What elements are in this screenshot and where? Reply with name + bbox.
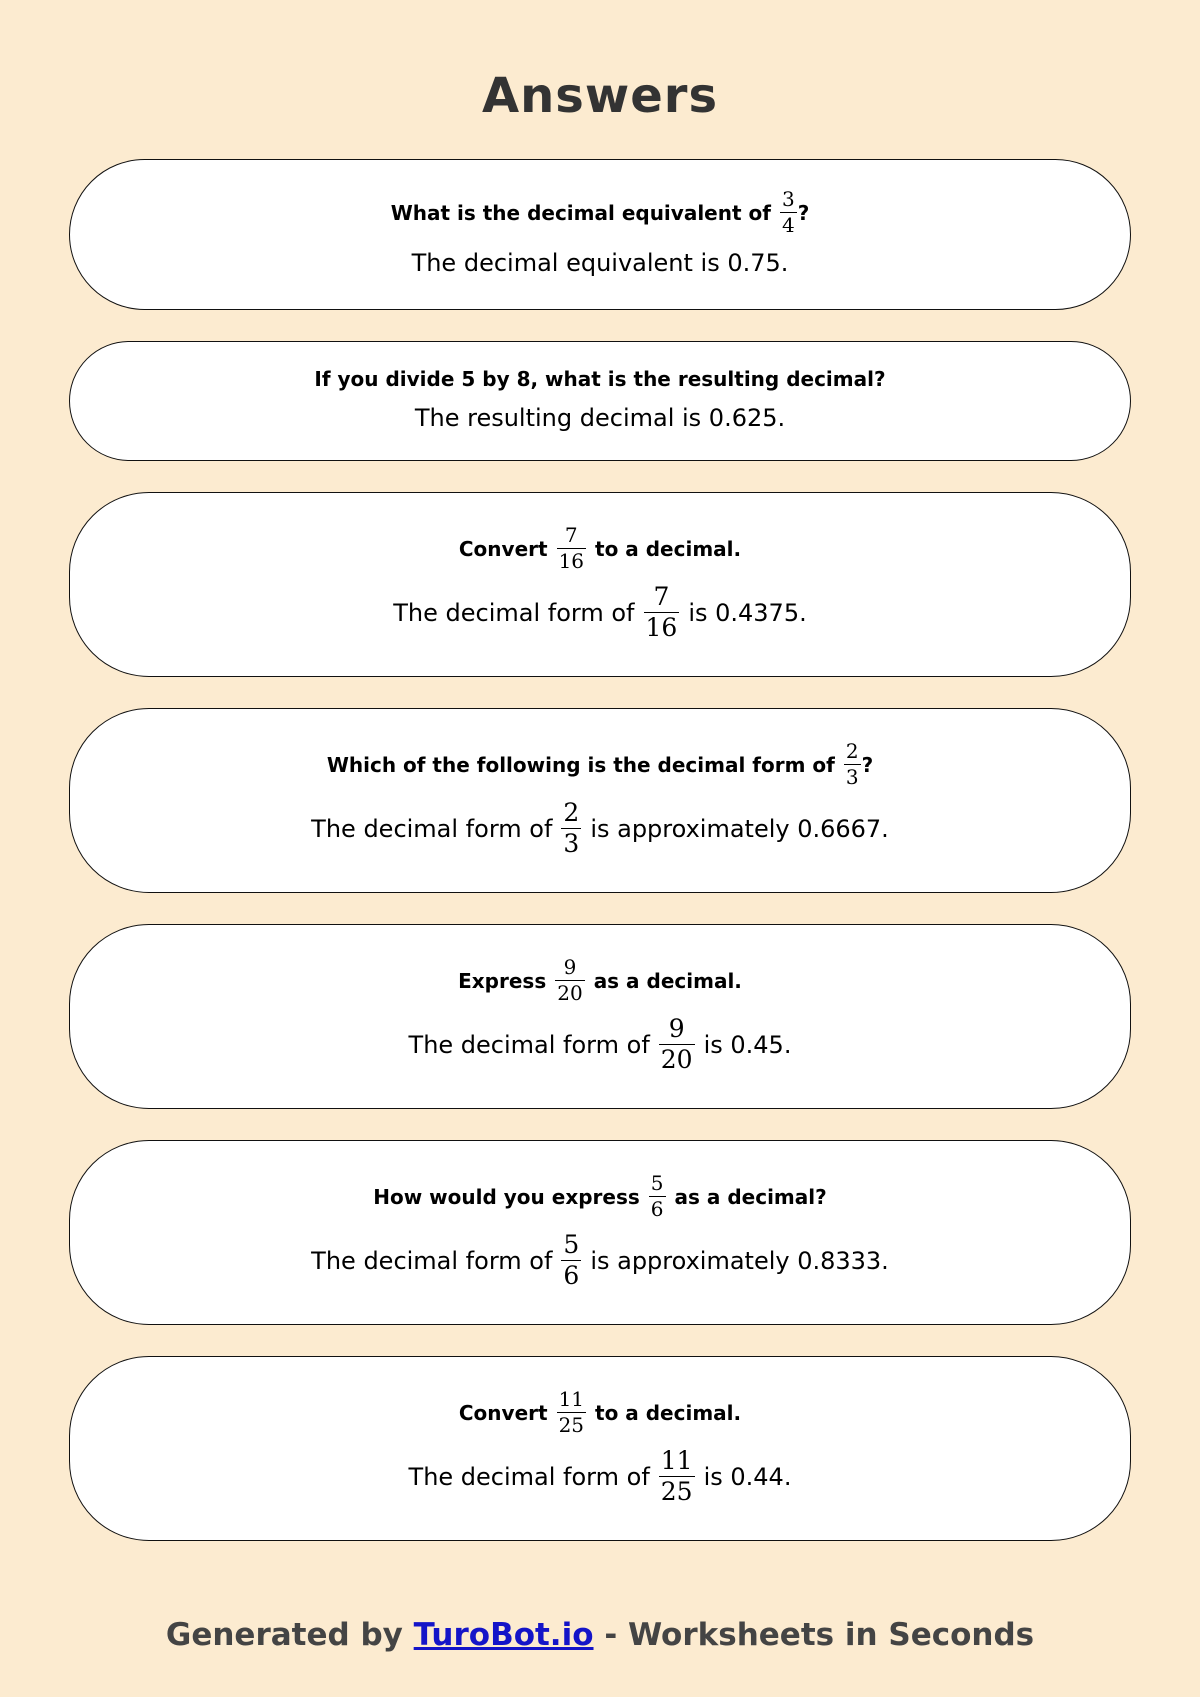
- answer-text: The resulting decimal is 0.625.: [414, 404, 786, 432]
- fraction: $\frac{9}{20}$: [557, 955, 583, 1005]
- page-title: Answers: [481, 68, 719, 124]
- fraction: $\frac{5}{6}$: [563, 1229, 580, 1290]
- fraction: $\frac{7}{16}$: [645, 581, 678, 642]
- fraction: $\frac{7}{16}$: [558, 523, 585, 573]
- answer-text: The decimal form of $\frac{5}{6}$ is approximately 0.8333.: [311, 1229, 889, 1290]
- question-text: Which of the following is the decimal form of $\frac{2}{3}$ ?: [326, 739, 874, 789]
- answer-card: [69, 159, 1131, 310]
- footer-prefix: Generated by: [165, 1617, 403, 1653]
- footer-suffix: - Worksheets in Seconds: [604, 1617, 1035, 1653]
- answer-card: [69, 1356, 1131, 1541]
- answer-text: The decimal equivalent is 0.75.: [411, 248, 789, 277]
- answer-card: [69, 492, 1131, 677]
- fraction: $\frac{3}{4}$: [781, 187, 795, 237]
- question-text: Express $\frac{9}{20}$ as a decimal.: [458, 955, 742, 1005]
- fraction: $\frac{11}{25}$: [660, 1445, 693, 1506]
- fraction: $\frac{2}{3}$: [563, 797, 580, 858]
- question-text: How would you express $\frac{5}{6}$ as a decimal?: [373, 1171, 827, 1221]
- question-text: If you divide 5 by 8, what is the resulting decimal?: [314, 367, 886, 391]
- answer-text: The decimal form of $\frac{11}{25}$ is 0.44.: [408, 1445, 792, 1506]
- question-text: What is the decimal equivalent of $\frac{3}{4}$ ?: [390, 187, 810, 237]
- fraction: $\frac{9}{20}$: [660, 1013, 693, 1074]
- answer-card: [69, 708, 1131, 893]
- question-text: Convert $\frac{7}{16}$ to a decimal.: [458, 523, 742, 573]
- answer-card: [69, 924, 1131, 1109]
- answer-text: The decimal form of $\frac{7}{16}$ is 0.4375.: [393, 581, 807, 642]
- footer: [0, 1617, 1200, 1653]
- fraction: $\frac{5}{6}$: [650, 1171, 664, 1221]
- answer-card: [69, 1140, 1131, 1325]
- fraction: $\frac{11}{25}$: [558, 1387, 585, 1437]
- answer-card: [69, 341, 1131, 461]
- fraction: $\frac{2}{3}$: [845, 739, 859, 789]
- turobot-link[interactable]: TuroBot.io: [413, 1617, 594, 1653]
- answer-text: The decimal form of $\frac{9}{20}$ is 0.45.: [408, 1013, 792, 1074]
- answer-text: The decimal form of $\frac{2}{3}$ is approximately 0.6667.: [311, 797, 889, 858]
- question-text: Convert $\frac{11}{25}$ to a decimal.: [458, 1387, 742, 1437]
